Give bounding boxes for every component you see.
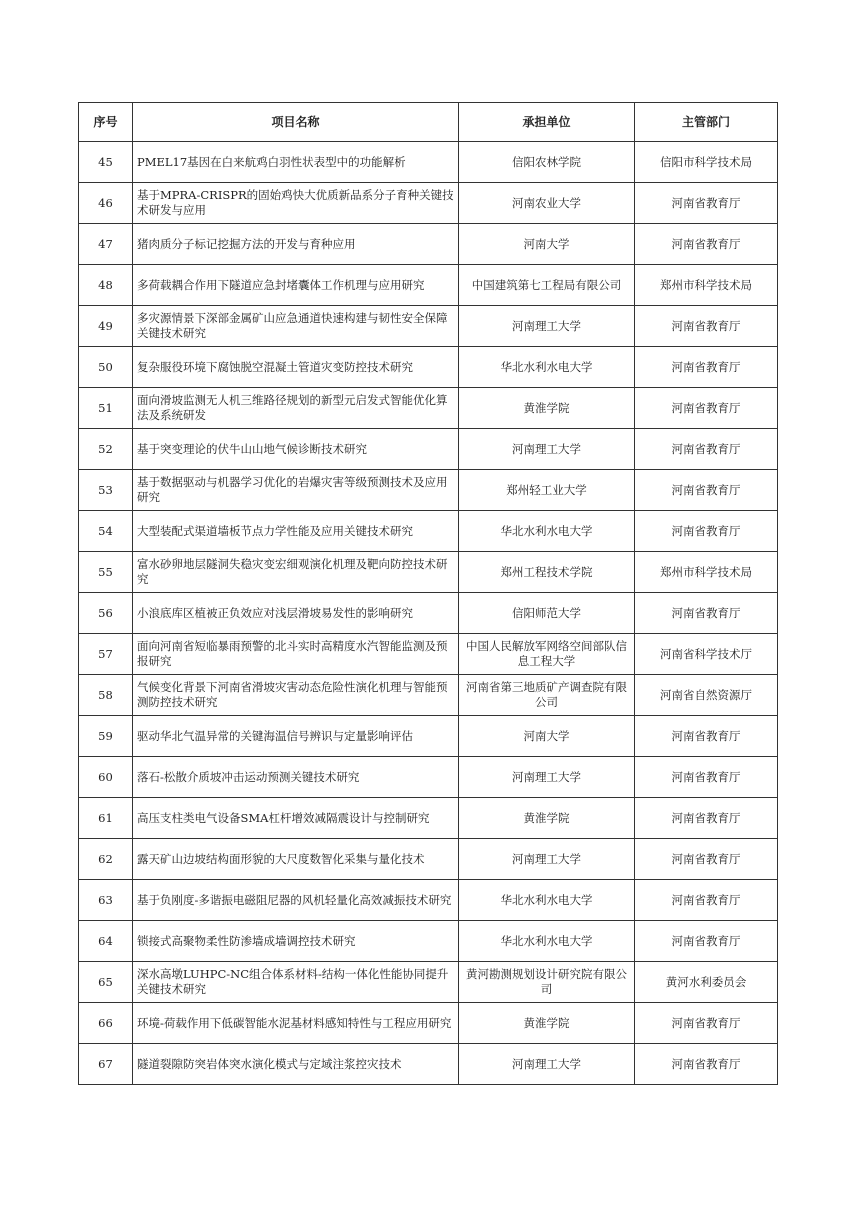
serial-number-cell: 62 bbox=[79, 839, 133, 880]
competent-department-cell: 河南省教育厅 bbox=[635, 183, 778, 224]
serial-number-cell: 58 bbox=[79, 675, 133, 716]
undertaking-unit-cell: 黄河勘测规划设计研究院有限公司 bbox=[459, 962, 635, 1003]
undertaking-unit-cell: 中国人民解放军网络空间部队信息工程大学 bbox=[459, 634, 635, 675]
undertaking-unit-cell: 华北水利水电大学 bbox=[459, 921, 635, 962]
serial-number-cell: 55 bbox=[79, 552, 133, 593]
project-name-cell: 驱动华北气温异常的关键海温信号辨识与定量影响评估 bbox=[133, 716, 459, 757]
competent-department-cell: 河南省教育厅 bbox=[635, 798, 778, 839]
table-row bbox=[79, 429, 778, 470]
competent-department-cell: 河南省教育厅 bbox=[635, 429, 778, 470]
competent-department-cell: 河南省教育厅 bbox=[635, 1003, 778, 1044]
serial-number-cell: 54 bbox=[79, 511, 133, 552]
competent-department-cell: 河南省教育厅 bbox=[635, 839, 778, 880]
table-row bbox=[79, 388, 778, 429]
undertaking-unit-cell: 中国建筑第七工程局有限公司 bbox=[459, 265, 635, 306]
competent-department-cell: 河南省教育厅 bbox=[635, 347, 778, 388]
serial-number-cell: 66 bbox=[79, 1003, 133, 1044]
serial-number-cell: 65 bbox=[79, 962, 133, 1003]
header-undertaking-unit: 承担单位 bbox=[459, 103, 635, 142]
undertaking-unit-cell: 黄淮学院 bbox=[459, 798, 635, 839]
table-row bbox=[79, 634, 778, 675]
project-name-cell: PMEL17基因在白来航鸡白羽性状表型中的功能解析 bbox=[133, 142, 459, 183]
serial-number-cell: 59 bbox=[79, 716, 133, 757]
table-row bbox=[79, 470, 778, 511]
serial-number-cell: 47 bbox=[79, 224, 133, 265]
undertaking-unit-cell: 黄淮学院 bbox=[459, 388, 635, 429]
undertaking-unit-cell: 河南理工大学 bbox=[459, 839, 635, 880]
table-row bbox=[79, 757, 778, 798]
table-row bbox=[79, 142, 778, 183]
competent-department-cell: 河南省教育厅 bbox=[635, 593, 778, 634]
undertaking-unit-cell: 郑州轻工业大学 bbox=[459, 470, 635, 511]
project-name-cell: 面向河南省短临暴雨预警的北斗实时高精度水汽智能监测及预报研究 bbox=[133, 634, 459, 675]
competent-department-cell: 河南省教育厅 bbox=[635, 511, 778, 552]
table-row bbox=[79, 265, 778, 306]
project-name-cell: 基于数据驱动与机器学习优化的岩爆灾害等级预测技术及应用研究 bbox=[133, 470, 459, 511]
undertaking-unit-cell: 河南理工大学 bbox=[459, 429, 635, 470]
table-row bbox=[79, 675, 778, 716]
undertaking-unit-cell: 信阳师范大学 bbox=[459, 593, 635, 634]
serial-number-cell: 50 bbox=[79, 347, 133, 388]
project-name-cell: 基于负刚度-多谐振电磁阻尼器的风机轻量化高效减振技术研究 bbox=[133, 880, 459, 921]
serial-number-cell: 67 bbox=[79, 1044, 133, 1085]
table-row bbox=[79, 1003, 778, 1044]
undertaking-unit-cell: 河南理工大学 bbox=[459, 757, 635, 798]
serial-number-cell: 64 bbox=[79, 921, 133, 962]
competent-department-cell: 郑州市科学技术局 bbox=[635, 552, 778, 593]
project-name-cell: 小浪底库区植被正负效应对浅层滑坡易发性的影响研究 bbox=[133, 593, 459, 634]
competent-department-cell: 河南省教育厅 bbox=[635, 470, 778, 511]
competent-department-cell: 河南省自然资源厅 bbox=[635, 675, 778, 716]
table-row bbox=[79, 1044, 778, 1085]
competent-department-cell: 郑州市科学技术局 bbox=[635, 265, 778, 306]
competent-department-cell: 河南省教育厅 bbox=[635, 880, 778, 921]
table-header-row bbox=[79, 103, 778, 142]
project-name-cell: 深水高墩LUHPC-NC组合体系材料-结构一体化性能协同提升关键技术研究 bbox=[133, 962, 459, 1003]
project-name-cell: 高压支柱类电气设备SMA杠杆增效减隔震设计与控制研究 bbox=[133, 798, 459, 839]
undertaking-unit-cell: 河南理工大学 bbox=[459, 1044, 635, 1085]
undertaking-unit-cell: 河南理工大学 bbox=[459, 306, 635, 347]
project-name-cell: 露天矿山边坡结构面形貌的大尺度数智化采集与量化技术 bbox=[133, 839, 459, 880]
undertaking-unit-cell: 郑州工程技术学院 bbox=[459, 552, 635, 593]
project-name-cell: 气候变化背景下河南省滑坡灾害动态危险性演化机理与智能预测防控技术研究 bbox=[133, 675, 459, 716]
project-table bbox=[78, 102, 778, 1085]
competent-department-cell: 黄河水利委员会 bbox=[635, 962, 778, 1003]
serial-number-cell: 53 bbox=[79, 470, 133, 511]
table-row bbox=[79, 921, 778, 962]
table-row bbox=[79, 962, 778, 1003]
undertaking-unit-cell: 河南大学 bbox=[459, 716, 635, 757]
competent-department-cell: 河南省教育厅 bbox=[635, 757, 778, 798]
serial-number-cell: 63 bbox=[79, 880, 133, 921]
header-project-name: 项目名称 bbox=[133, 103, 459, 142]
table-row bbox=[79, 716, 778, 757]
undertaking-unit-cell: 黄淮学院 bbox=[459, 1003, 635, 1044]
competent-department-cell: 河南省教育厅 bbox=[635, 388, 778, 429]
project-name-cell: 基于MPRA-CRISPR的固始鸡快大优质新品系分子育种关键技术研发与应用 bbox=[133, 183, 459, 224]
project-name-cell: 落石-松散介质坡冲击运动预测关键技术研究 bbox=[133, 757, 459, 798]
undertaking-unit-cell: 河南大学 bbox=[459, 224, 635, 265]
project-name-cell: 面向滑坡监测无人机三维路径规划的新型元启发式智能优化算法及系统研发 bbox=[133, 388, 459, 429]
project-name-cell: 隧道裂隙防突岩体突水演化模式与定域注浆控灾技术 bbox=[133, 1044, 459, 1085]
table-row bbox=[79, 880, 778, 921]
project-name-cell: 猪肉质分子标记挖掘方法的开发与育种应用 bbox=[133, 224, 459, 265]
undertaking-unit-cell: 华北水利水电大学 bbox=[459, 880, 635, 921]
competent-department-cell: 河南省教育厅 bbox=[635, 716, 778, 757]
competent-department-cell: 河南省教育厅 bbox=[635, 224, 778, 265]
serial-number-cell: 52 bbox=[79, 429, 133, 470]
table-row bbox=[79, 306, 778, 347]
table-row bbox=[79, 593, 778, 634]
serial-number-cell: 51 bbox=[79, 388, 133, 429]
header-serial-number: 序号 bbox=[79, 103, 133, 142]
project-name-cell: 复杂服役环境下腐蚀脱空混凝土管道灾变防控技术研究 bbox=[133, 347, 459, 388]
serial-number-cell: 56 bbox=[79, 593, 133, 634]
table-row bbox=[79, 183, 778, 224]
competent-department-cell: 河南省教育厅 bbox=[635, 921, 778, 962]
serial-number-cell: 48 bbox=[79, 265, 133, 306]
serial-number-cell: 45 bbox=[79, 142, 133, 183]
undertaking-unit-cell: 河南农业大学 bbox=[459, 183, 635, 224]
serial-number-cell: 49 bbox=[79, 306, 133, 347]
project-name-cell: 大型装配式渠道墙板节点力学性能及应用关键技术研究 bbox=[133, 511, 459, 552]
table-row bbox=[79, 347, 778, 388]
serial-number-cell: 61 bbox=[79, 798, 133, 839]
undertaking-unit-cell: 华北水利水电大学 bbox=[459, 511, 635, 552]
table-row bbox=[79, 839, 778, 880]
project-name-cell: 锁接式高聚物柔性防渗墙成墙调控技术研究 bbox=[133, 921, 459, 962]
serial-number-cell: 46 bbox=[79, 183, 133, 224]
competent-department-cell: 河南省教育厅 bbox=[635, 1044, 778, 1085]
competent-department-cell: 河南省科学技术厅 bbox=[635, 634, 778, 675]
project-name-cell: 富水砂卵地层隧洞失稳灾变宏细观演化机理及靶向防控技术研究 bbox=[133, 552, 459, 593]
competent-department-cell: 河南省教育厅 bbox=[635, 306, 778, 347]
serial-number-cell: 60 bbox=[79, 757, 133, 798]
undertaking-unit-cell: 华北水利水电大学 bbox=[459, 347, 635, 388]
project-name-cell: 多灾源情景下深部金属矿山应急通道快速构建与韧性安全保障关键技术研究 bbox=[133, 306, 459, 347]
project-name-cell: 基于突变理论的伏牛山山地气候诊断技术研究 bbox=[133, 429, 459, 470]
undertaking-unit-cell: 河南省第三地质矿产调查院有限公司 bbox=[459, 675, 635, 716]
serial-number-cell: 57 bbox=[79, 634, 133, 675]
table-row bbox=[79, 552, 778, 593]
table-row bbox=[79, 511, 778, 552]
competent-department-cell: 信阳市科学技术局 bbox=[635, 142, 778, 183]
table-row bbox=[79, 798, 778, 839]
undertaking-unit-cell: 信阳农林学院 bbox=[459, 142, 635, 183]
table-row bbox=[79, 224, 778, 265]
project-name-cell: 环境-荷载作用下低碳智能水泥基材料感知特性与工程应用研究 bbox=[133, 1003, 459, 1044]
project-name-cell: 多荷载耦合作用下隧道应急封堵囊体工作机理与应用研究 bbox=[133, 265, 459, 306]
header-competent-department: 主管部门 bbox=[635, 103, 778, 142]
